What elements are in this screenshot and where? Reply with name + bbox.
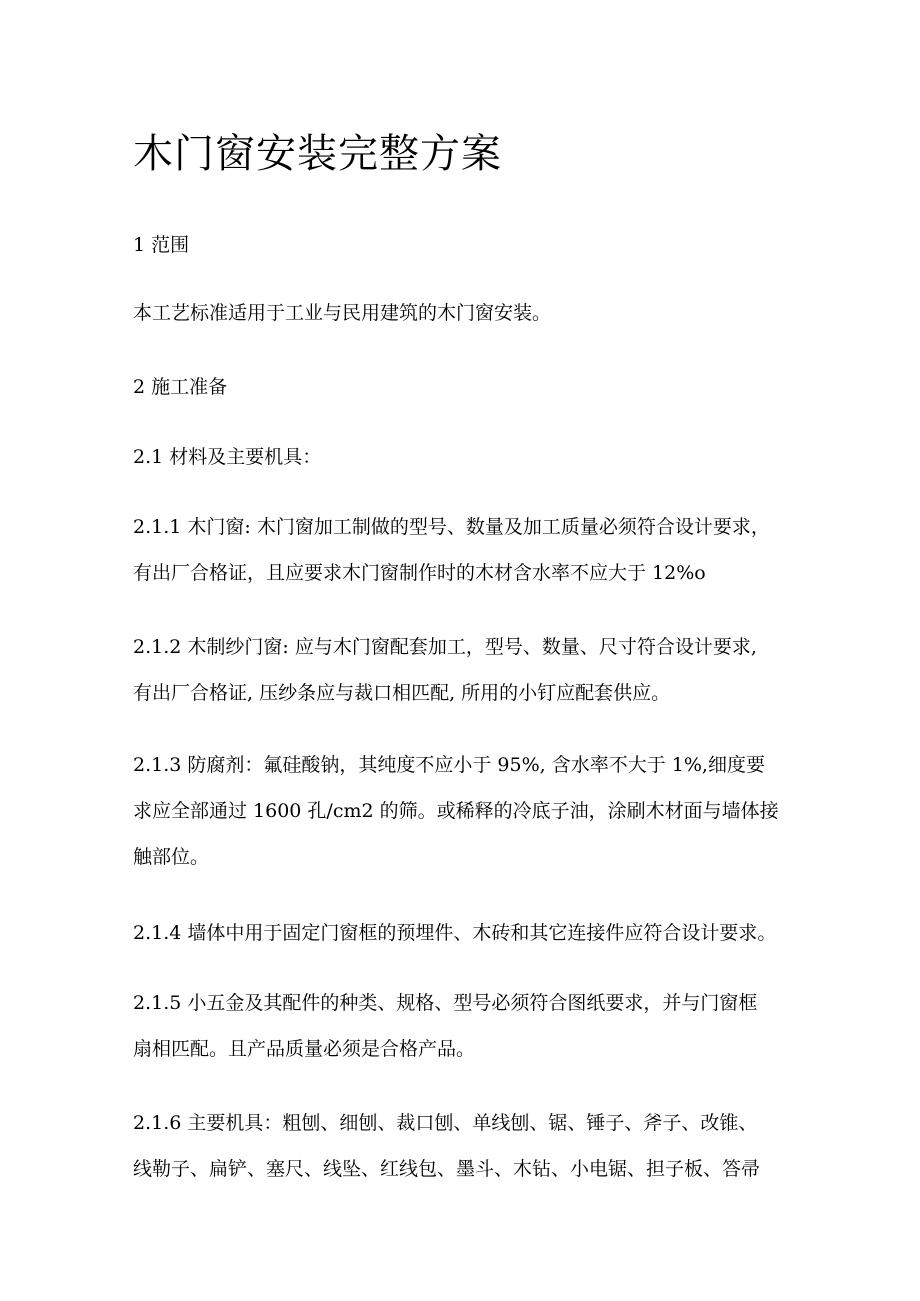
text-line: 2.1.2 木制纱门窗: 应与木门窗配套加工，型号、数量、尺寸符合设计要求, [133,636,757,658]
paragraph-2-1-6 [133,1100,813,1192]
text-line: 2.1.6 主要机具：粗刨、细刨、裁口刨、单线刨、锯、锤子、斧子、改锥、 [133,1112,758,1134]
paragraph-2-1-5 [133,980,813,1072]
text-line: 2 施工准备 [133,376,228,398]
paragraph-2-1-4 [133,910,813,956]
paragraph-2-1-3 [133,742,813,880]
text-line: 2.1.1 木门窗: 木门窗加工制做的型号、数量及加工质量必须符合设计要求， [133,516,770,538]
text-line: 2.1.5 小五金及其配件的种类、规格、型号必须符合图纸要求，并与门窗框 [133,992,758,1014]
section-heading-scope [133,222,813,268]
text-line: 1 范围 [133,234,190,256]
text-line: 本工艺标准适用于工业与民用建筑的木门窗安装。 [133,302,552,324]
text-line: 有出厂合格证, 压纱条应与裁口相匹配, 所用的小钉应配套供应。 [133,682,671,704]
document-title: 木门窗安装完整方案 [133,131,502,177]
text-line: 触部位。 [133,846,210,868]
text-line: 2.1.4 墙体中用于固定门窗框的预埋件、木砖和其它连接件应符合设计要求。 [133,922,777,944]
section-heading-preparation [133,364,813,410]
text-line: 求应全部通过 1600 孔/cm2 的筛。或稀释的冷底子油，涂刷木材面与墙体接 [133,800,779,822]
paragraph-2-1-1 [133,504,813,596]
text-line: 2.1 材料及主要机具： [133,446,322,468]
subsection-heading-materials [133,434,813,480]
text-line: 有出厂合格证，且应要求木门窗制作时的木材含水率不应大于 12%o [133,562,706,584]
text-line: 2.1.3 防腐剂：氟硅酸钠，其纯度不应小于 95%, 含水率不大于 1%,细度要 [133,754,765,776]
paragraph-2-1-2 [133,624,813,716]
text-line: 线勒子、扁铲、塞尺、线坠、红线包、墨斗、木钻、小电锯、担子板、答帚 [133,1158,761,1180]
text-line: 扇相匹配。且产品质量必须是合格产品。 [133,1038,476,1060]
paragraph-scope-description [133,290,813,336]
